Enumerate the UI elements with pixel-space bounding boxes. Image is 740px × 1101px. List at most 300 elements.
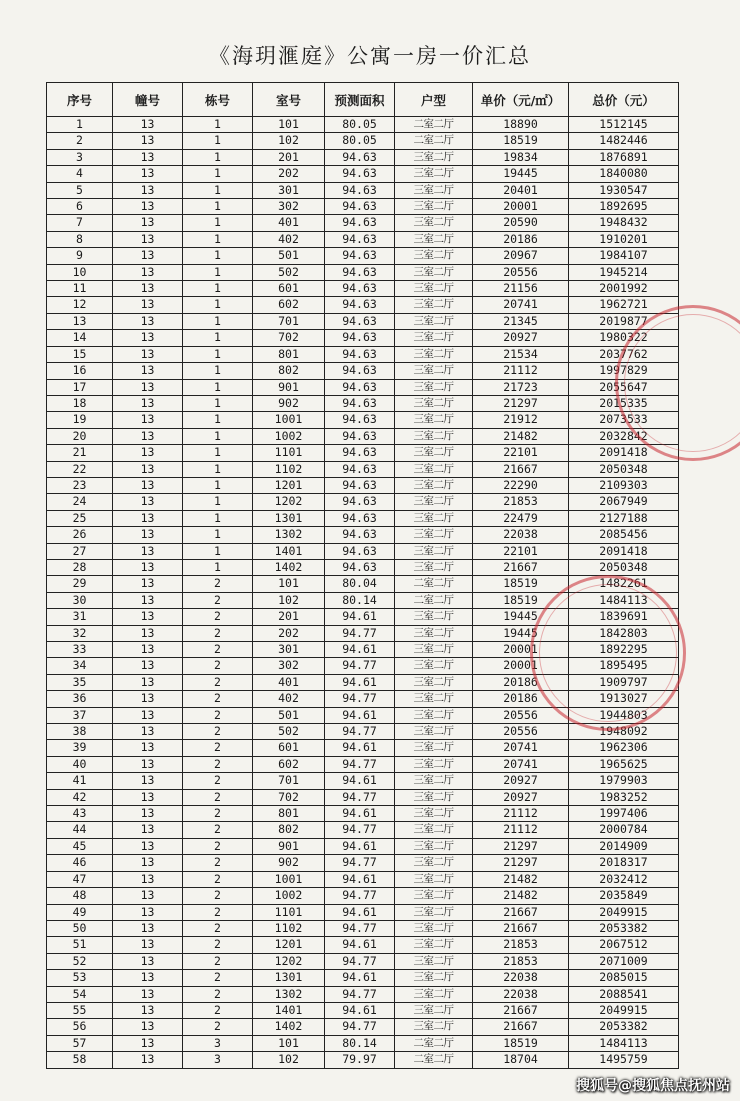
- cell-room: 1402: [253, 559, 325, 575]
- cell-layout: 三室二厅: [395, 346, 473, 362]
- cell-room: 602: [253, 756, 325, 772]
- cell-building: 1: [183, 199, 253, 215]
- col-header-total-price: 总价（元）: [569, 83, 679, 117]
- cell-index: 6: [47, 199, 113, 215]
- cell-unit-price: 21667: [473, 1002, 569, 1018]
- cell-area: 94.63: [325, 346, 395, 362]
- cell-total-price: 1948092: [569, 724, 679, 740]
- cell-total-price: 2085015: [569, 970, 679, 986]
- cell-layout: 三室二厅: [395, 395, 473, 411]
- table-row: [47, 363, 679, 379]
- cell-room: 402: [253, 231, 325, 247]
- cell-building: 1: [183, 264, 253, 280]
- cell-block: 13: [113, 855, 183, 871]
- table-row: [47, 1019, 679, 1035]
- cell-total-price: 2019877: [569, 313, 679, 329]
- cell-area: 94.61: [325, 609, 395, 625]
- table-row: [47, 510, 679, 526]
- table-row: [47, 166, 679, 182]
- table-header-row: [47, 83, 679, 117]
- cell-block: 13: [113, 740, 183, 756]
- cell-index: 50: [47, 920, 113, 936]
- cell-block: 13: [113, 756, 183, 772]
- cell-area: 94.77: [325, 691, 395, 707]
- table-row: [47, 477, 679, 493]
- cell-area: 79.97: [325, 1052, 395, 1068]
- cell-building: 1: [183, 510, 253, 526]
- cell-area: 94.77: [325, 888, 395, 904]
- cell-total-price: 2032842: [569, 428, 679, 444]
- cell-building: 1: [183, 215, 253, 231]
- cell-unit-price: 21853: [473, 494, 569, 510]
- cell-building: 1: [183, 182, 253, 198]
- cell-room: 202: [253, 625, 325, 641]
- cell-unit-price: 20001: [473, 642, 569, 658]
- table-row: [47, 346, 679, 362]
- cell-total-price: 1930547: [569, 182, 679, 198]
- table-row: [47, 838, 679, 854]
- cell-room: 702: [253, 789, 325, 805]
- cell-building: 2: [183, 838, 253, 854]
- cell-total-price: 2035849: [569, 888, 679, 904]
- cell-layout: 三室二厅: [395, 1002, 473, 1018]
- cell-unit-price: 21112: [473, 806, 569, 822]
- cell-block: 13: [113, 477, 183, 493]
- cell-layout: 三室二厅: [395, 871, 473, 887]
- table-row: [47, 330, 679, 346]
- cell-total-price: 2049915: [569, 1002, 679, 1018]
- cell-building: 2: [183, 773, 253, 789]
- cell-area: 94.63: [325, 395, 395, 411]
- cell-building: 1: [183, 149, 253, 165]
- cell-block: 13: [113, 1019, 183, 1035]
- cell-layout: 三室二厅: [395, 855, 473, 871]
- cell-building: 2: [183, 658, 253, 674]
- table-row: [47, 1035, 679, 1051]
- cell-unit-price: 19445: [473, 625, 569, 641]
- table-row: [47, 871, 679, 887]
- cell-index: 40: [47, 756, 113, 772]
- table-row: [47, 428, 679, 444]
- cell-building: 1: [183, 330, 253, 346]
- table-row: [47, 133, 679, 149]
- table-row: [47, 592, 679, 608]
- cell-room: 1401: [253, 543, 325, 559]
- cell-room: 901: [253, 379, 325, 395]
- cell-room: 1302: [253, 527, 325, 543]
- cell-room: 102: [253, 1052, 325, 1068]
- cell-layout: 三室二厅: [395, 527, 473, 543]
- cell-total-price: 2073533: [569, 412, 679, 428]
- cell-index: 38: [47, 724, 113, 740]
- cell-index: 31: [47, 609, 113, 625]
- cell-layout: 三室二厅: [395, 149, 473, 165]
- cell-block: 13: [113, 658, 183, 674]
- cell-layout: 三室二厅: [395, 543, 473, 559]
- cell-room: 102: [253, 133, 325, 149]
- cell-area: 94.61: [325, 904, 395, 920]
- cell-layout: 三室二厅: [395, 1019, 473, 1035]
- cell-total-price: 1484113: [569, 592, 679, 608]
- cell-room: 901: [253, 838, 325, 854]
- cell-building: 1: [183, 379, 253, 395]
- cell-layout: 三室二厅: [395, 428, 473, 444]
- cell-unit-price: 21297: [473, 395, 569, 411]
- cell-layout: 三室二厅: [395, 609, 473, 625]
- cell-total-price: 1965625: [569, 756, 679, 772]
- cell-total-price: 1997406: [569, 806, 679, 822]
- cell-unit-price: 18890: [473, 117, 569, 133]
- cell-area: 94.77: [325, 756, 395, 772]
- cell-room: 201: [253, 149, 325, 165]
- cell-index: 58: [47, 1052, 113, 1068]
- cell-layout: 三室二厅: [395, 920, 473, 936]
- cell-building: 2: [183, 609, 253, 625]
- cell-block: 13: [113, 871, 183, 887]
- cell-total-price: 2037762: [569, 346, 679, 362]
- cell-unit-price: 21667: [473, 1019, 569, 1035]
- cell-total-price: 1839691: [569, 609, 679, 625]
- cell-index: 2: [47, 133, 113, 149]
- cell-layout: 三室二厅: [395, 494, 473, 510]
- cell-block: 13: [113, 346, 183, 362]
- cell-total-price: 1512145: [569, 117, 679, 133]
- table-row: [47, 986, 679, 1002]
- cell-area: 94.63: [325, 510, 395, 526]
- cell-total-price: 1984107: [569, 248, 679, 264]
- cell-index: 23: [47, 477, 113, 493]
- cell-building: 1: [183, 166, 253, 182]
- cell-block: 13: [113, 445, 183, 461]
- cell-building: 2: [183, 855, 253, 871]
- cell-index: 56: [47, 1019, 113, 1035]
- cell-unit-price: 20401: [473, 182, 569, 198]
- cell-unit-price: 22479: [473, 510, 569, 526]
- cell-block: 13: [113, 888, 183, 904]
- cell-room: 201: [253, 609, 325, 625]
- cell-room: 1001: [253, 412, 325, 428]
- cell-building: 1: [183, 231, 253, 247]
- cell-building: 1: [183, 133, 253, 149]
- cell-unit-price: 20556: [473, 707, 569, 723]
- cell-unit-price: 21112: [473, 822, 569, 838]
- cell-block: 13: [113, 1052, 183, 1068]
- cell-area: 94.63: [325, 297, 395, 313]
- table-row: [47, 789, 679, 805]
- cell-layout: 三室二厅: [395, 330, 473, 346]
- cell-index: 26: [47, 527, 113, 543]
- cell-index: 12: [47, 297, 113, 313]
- cell-unit-price: 18519: [473, 133, 569, 149]
- cell-layout: 三室二厅: [395, 281, 473, 297]
- table-row: [47, 248, 679, 264]
- cell-area: 94.63: [325, 445, 395, 461]
- cell-area: 80.05: [325, 117, 395, 133]
- cell-room: 601: [253, 740, 325, 756]
- cell-area: 94.61: [325, 740, 395, 756]
- cell-total-price: 2050348: [569, 559, 679, 575]
- cell-total-price: 2067512: [569, 937, 679, 953]
- cell-block: 13: [113, 789, 183, 805]
- table-row: [47, 313, 679, 329]
- cell-block: 13: [113, 527, 183, 543]
- cell-unit-price: 20556: [473, 724, 569, 740]
- cell-block: 13: [113, 953, 183, 969]
- cell-index: 18: [47, 395, 113, 411]
- cell-total-price: 1892295: [569, 642, 679, 658]
- cell-unit-price: 20186: [473, 691, 569, 707]
- table-row: [47, 756, 679, 772]
- cell-index: 45: [47, 838, 113, 854]
- table-row: [47, 1052, 679, 1068]
- table-row: [47, 691, 679, 707]
- cell-block: 13: [113, 822, 183, 838]
- cell-area: 94.77: [325, 920, 395, 936]
- cell-unit-price: 21156: [473, 281, 569, 297]
- table-row: [47, 658, 679, 674]
- cell-area: 94.63: [325, 215, 395, 231]
- table-row: [47, 970, 679, 986]
- cell-layout: 三室二厅: [395, 806, 473, 822]
- cell-area: 80.14: [325, 592, 395, 608]
- cell-building: 2: [183, 1002, 253, 1018]
- cell-block: 13: [113, 117, 183, 133]
- cell-unit-price: 21345: [473, 313, 569, 329]
- cell-layout: 二室二厅: [395, 133, 473, 149]
- cell-room: 1301: [253, 970, 325, 986]
- cell-index: 42: [47, 789, 113, 805]
- cell-layout: 三室二厅: [395, 756, 473, 772]
- cell-block: 13: [113, 576, 183, 592]
- cell-block: 13: [113, 248, 183, 264]
- cell-area: 80.04: [325, 576, 395, 592]
- cell-room: 702: [253, 330, 325, 346]
- cell-layout: 三室二厅: [395, 674, 473, 690]
- cell-building: 2: [183, 756, 253, 772]
- cell-block: 13: [113, 773, 183, 789]
- cell-unit-price: 21667: [473, 559, 569, 575]
- cell-index: 16: [47, 363, 113, 379]
- cell-building: 1: [183, 346, 253, 362]
- cell-unit-price: 19445: [473, 166, 569, 182]
- table-row: [47, 806, 679, 822]
- cell-block: 13: [113, 264, 183, 280]
- cell-area: 94.77: [325, 724, 395, 740]
- cell-block: 13: [113, 379, 183, 395]
- cell-layout: 三室二厅: [395, 789, 473, 805]
- cell-building: 2: [183, 789, 253, 805]
- cell-room: 801: [253, 806, 325, 822]
- cell-area: 94.63: [325, 363, 395, 379]
- cell-layout: 二室二厅: [395, 1052, 473, 1068]
- cell-building: 2: [183, 642, 253, 658]
- cell-unit-price: 20001: [473, 199, 569, 215]
- cell-unit-price: 20967: [473, 248, 569, 264]
- cell-area: 94.61: [325, 674, 395, 690]
- cell-building: 1: [183, 363, 253, 379]
- table-row: [47, 395, 679, 411]
- cell-index: 32: [47, 625, 113, 641]
- table-row: [47, 904, 679, 920]
- cell-room: 902: [253, 395, 325, 411]
- cell-total-price: 2109303: [569, 477, 679, 493]
- table-row: [47, 494, 679, 510]
- cell-index: 33: [47, 642, 113, 658]
- cell-area: 94.61: [325, 773, 395, 789]
- cell-unit-price: 22038: [473, 970, 569, 986]
- table-row: [47, 231, 679, 247]
- cell-index: 24: [47, 494, 113, 510]
- cell-block: 13: [113, 166, 183, 182]
- cell-index: 41: [47, 773, 113, 789]
- table-row: [47, 609, 679, 625]
- cell-unit-price: 18704: [473, 1052, 569, 1068]
- table-row: [47, 855, 679, 871]
- cell-layout: 三室二厅: [395, 231, 473, 247]
- cell-layout: 三室二厅: [395, 691, 473, 707]
- cell-index: 15: [47, 346, 113, 362]
- cell-block: 13: [113, 395, 183, 411]
- cell-area: 94.63: [325, 379, 395, 395]
- table-row: [47, 527, 679, 543]
- cell-index: 27: [47, 543, 113, 559]
- cell-building: 3: [183, 1035, 253, 1051]
- cell-layout: 三室二厅: [395, 297, 473, 313]
- cell-total-price: 1980322: [569, 330, 679, 346]
- cell-total-price: 2032412: [569, 871, 679, 887]
- cell-index: 30: [47, 592, 113, 608]
- cell-block: 13: [113, 904, 183, 920]
- cell-layout: 三室二厅: [395, 937, 473, 953]
- cell-unit-price: 18519: [473, 576, 569, 592]
- cell-unit-price: 22038: [473, 527, 569, 543]
- cell-index: 13: [47, 313, 113, 329]
- document-title: 《海玥滙庭》公寓一房一价汇总: [209, 44, 531, 68]
- table-row: [47, 149, 679, 165]
- cell-block: 13: [113, 609, 183, 625]
- cell-unit-price: 18519: [473, 592, 569, 608]
- cell-unit-price: 21853: [473, 953, 569, 969]
- cell-room: 502: [253, 264, 325, 280]
- cell-area: 94.63: [325, 248, 395, 264]
- cell-layout: 三室二厅: [395, 182, 473, 198]
- cell-building: 2: [183, 576, 253, 592]
- cell-total-price: 2015335: [569, 395, 679, 411]
- col-header-unit-price: 单价（元/㎡）: [473, 83, 569, 117]
- cell-layout: 三室二厅: [395, 313, 473, 329]
- cell-room: 602: [253, 297, 325, 313]
- cell-area: 94.61: [325, 838, 395, 854]
- cell-layout: 三室二厅: [395, 707, 473, 723]
- col-header-layout: 户型: [395, 83, 473, 117]
- cell-building: 2: [183, 953, 253, 969]
- cell-index: 22: [47, 461, 113, 477]
- cell-unit-price: 21112: [473, 363, 569, 379]
- cell-area: 94.63: [325, 166, 395, 182]
- cell-layout: 三室二厅: [395, 445, 473, 461]
- table-row: [47, 543, 679, 559]
- cell-block: 13: [113, 642, 183, 658]
- cell-building: 2: [183, 920, 253, 936]
- cell-room: 902: [253, 855, 325, 871]
- cell-room: 501: [253, 707, 325, 723]
- cell-block: 13: [113, 838, 183, 854]
- cell-area: 80.05: [325, 133, 395, 149]
- cell-total-price: 1997829: [569, 363, 679, 379]
- cell-block: 13: [113, 149, 183, 165]
- cell-building: 2: [183, 691, 253, 707]
- cell-total-price: 1983252: [569, 789, 679, 805]
- table-row: [47, 297, 679, 313]
- col-header-room: 室号: [253, 83, 325, 117]
- cell-area: 94.63: [325, 264, 395, 280]
- cell-area: 94.63: [325, 412, 395, 428]
- cell-area: 94.63: [325, 313, 395, 329]
- cell-building: 1: [183, 494, 253, 510]
- cell-building: 2: [183, 904, 253, 920]
- cell-room: 802: [253, 363, 325, 379]
- cell-building: 1: [183, 281, 253, 297]
- cell-layout: 三室二厅: [395, 199, 473, 215]
- cell-total-price: 1910201: [569, 231, 679, 247]
- cell-layout: 三室二厅: [395, 363, 473, 379]
- table-row: [47, 379, 679, 395]
- cell-index: 28: [47, 559, 113, 575]
- cell-building: 1: [183, 395, 253, 411]
- cell-room: 801: [253, 346, 325, 362]
- cell-index: 7: [47, 215, 113, 231]
- cell-room: 101: [253, 1035, 325, 1051]
- cell-index: 5: [47, 182, 113, 198]
- table-row: [47, 937, 679, 953]
- cell-total-price: 2055647: [569, 379, 679, 395]
- cell-area: 94.63: [325, 330, 395, 346]
- cell-block: 13: [113, 412, 183, 428]
- cell-index: 20: [47, 428, 113, 444]
- cell-unit-price: 21723: [473, 379, 569, 395]
- cell-index: 4: [47, 166, 113, 182]
- cell-total-price: 2053382: [569, 1019, 679, 1035]
- cell-total-price: 1913027: [569, 691, 679, 707]
- cell-total-price: 2018317: [569, 855, 679, 871]
- cell-layout: 三室二厅: [395, 559, 473, 575]
- cell-building: 1: [183, 445, 253, 461]
- cell-unit-price: 22101: [473, 543, 569, 559]
- cell-area: 94.77: [325, 789, 395, 805]
- cell-index: 17: [47, 379, 113, 395]
- cell-unit-price: 20927: [473, 789, 569, 805]
- cell-total-price: 1495759: [569, 1052, 679, 1068]
- cell-unit-price: 21667: [473, 920, 569, 936]
- cell-block: 13: [113, 428, 183, 444]
- table-row: [47, 461, 679, 477]
- cell-area: 94.77: [325, 953, 395, 969]
- cell-total-price: 2085456: [569, 527, 679, 543]
- cell-building: 2: [183, 888, 253, 904]
- cell-unit-price: 21482: [473, 888, 569, 904]
- table-row: [47, 953, 679, 969]
- cell-room: 1202: [253, 494, 325, 510]
- cell-unit-price: 19834: [473, 149, 569, 165]
- cell-layout: 三室二厅: [395, 477, 473, 493]
- cell-building: 2: [183, 937, 253, 953]
- cell-unit-price: 20186: [473, 231, 569, 247]
- cell-layout: 三室二厅: [395, 248, 473, 264]
- cell-block: 13: [113, 133, 183, 149]
- cell-room: 1102: [253, 461, 325, 477]
- table-row: [47, 740, 679, 756]
- table-row: [47, 182, 679, 198]
